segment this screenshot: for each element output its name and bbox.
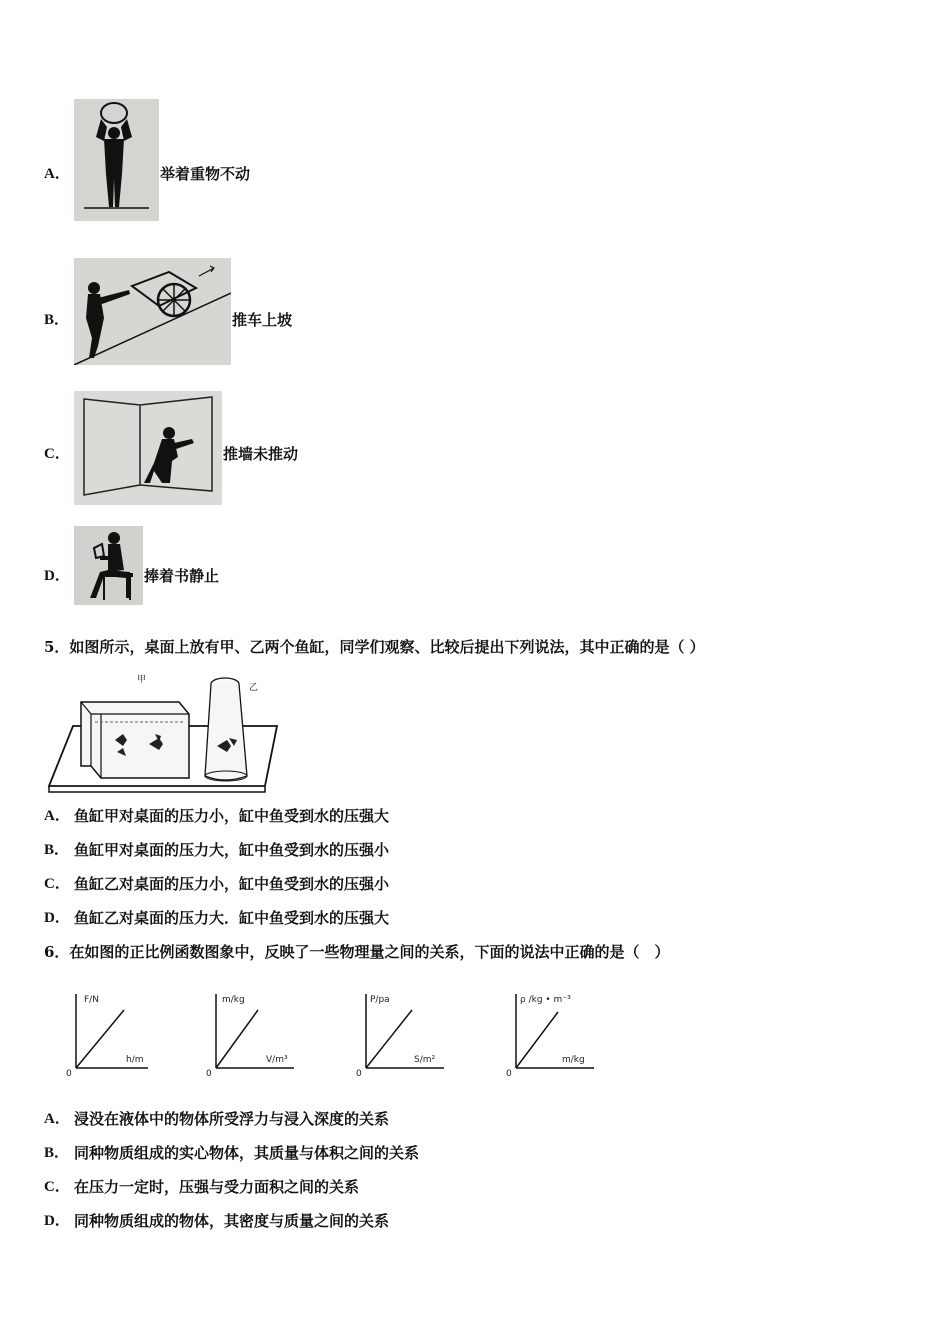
question-5-stem: 5．如图所示，桌面上放有甲、乙两个鱼缸，同学们观察、比较后提出下列说法，其中正确的是（ ） (44, 638, 705, 656)
lifting-weight-image (74, 99, 159, 221)
q6-option-d-text: 同种物质组成的物体，其密度与质量之间的关系 (74, 1212, 390, 1230)
q6-option-c-text: 在压力一定时，压强与受力面积之间的关系 (74, 1178, 360, 1196)
q5-option-a-text: 鱼缸甲对桌面的压力小，缸中鱼受到水的压强大 (74, 807, 390, 825)
q6-option-d-letter: D． (44, 1213, 70, 1229)
graph-4-origin: 0 (506, 1069, 512, 1079)
tank-jia-label: 甲 (137, 675, 147, 685)
graph-4-xlabel: m/kg (562, 1055, 585, 1065)
graph-3-xlabel: S/m² (414, 1055, 436, 1065)
option-b-letter: B． (44, 312, 70, 328)
option-d-letter: D． (44, 568, 70, 584)
graph-density-mass (502, 988, 598, 1080)
q5-option-c-text: 鱼缸乙对桌面的压力小，缸中鱼受到水的压强小 (74, 875, 390, 893)
graph-1-ylabel: F/N (84, 995, 99, 1005)
q5-option-c-letter: C． (44, 876, 70, 892)
option-c-letter: C． (44, 446, 70, 462)
fish-tanks-figure (45, 668, 280, 794)
q5-option-b-letter: B． (44, 842, 70, 858)
graph-1-origin: 0 (66, 1069, 72, 1079)
q6-option-b-text: 同种物质组成的实心物体，其质量与体积之间的关系 (74, 1144, 420, 1162)
graph-3-origin: 0 (356, 1069, 362, 1079)
graph-mass-volume (202, 988, 298, 1080)
graph-pressure-area (352, 988, 448, 1080)
tank-yi-label: 乙 (249, 683, 259, 693)
graph-2-ylabel: m/kg (222, 995, 245, 1005)
holding-book-image (74, 526, 143, 605)
graph-3-ylabel: P/pa (370, 995, 390, 1005)
q5-option-b-text: 鱼缸甲对桌面的压力大，缸中鱼受到水的压强小 (74, 841, 390, 859)
graph-buoyancy-depth (62, 988, 152, 1080)
option-b-text: 推车上坡 (232, 311, 293, 329)
graph-2-xlabel: V/m³ (266, 1055, 288, 1065)
q5-option-a-letter: A． (44, 808, 70, 824)
option-c-text: 推墙未推动 (223, 445, 299, 463)
q6-option-c-letter: C． (44, 1179, 70, 1195)
graph-2-origin: 0 (206, 1069, 212, 1079)
option-d-text: 捧着书静止 (144, 567, 220, 585)
option-a-text: 举着重物不动 (160, 165, 251, 183)
q6-option-b-letter: B． (44, 1145, 70, 1161)
q6-option-a-text: 浸没在液体中的物体所受浮力与浸入深度的关系 (74, 1110, 390, 1128)
graph-1-xlabel: h/m (126, 1055, 144, 1065)
graph-4-ylabel: ρ /kg • m⁻³ (520, 995, 571, 1005)
pushing-wall-image (74, 391, 222, 505)
option-a-letter: A． (44, 166, 70, 182)
pushing-cart-image (74, 258, 231, 365)
q5-option-d-letter: D． (44, 910, 70, 926)
q5-option-d-text: 鱼缸乙对桌面的压力大．缸中鱼受到水的压强大 (74, 909, 390, 927)
q6-option-a-letter: A． (44, 1111, 70, 1127)
question-6-stem: 6．在如图的正比例函数图象中，反映了一些物理量之间的关系，下面的说法中正确的是（ ） (44, 943, 670, 961)
